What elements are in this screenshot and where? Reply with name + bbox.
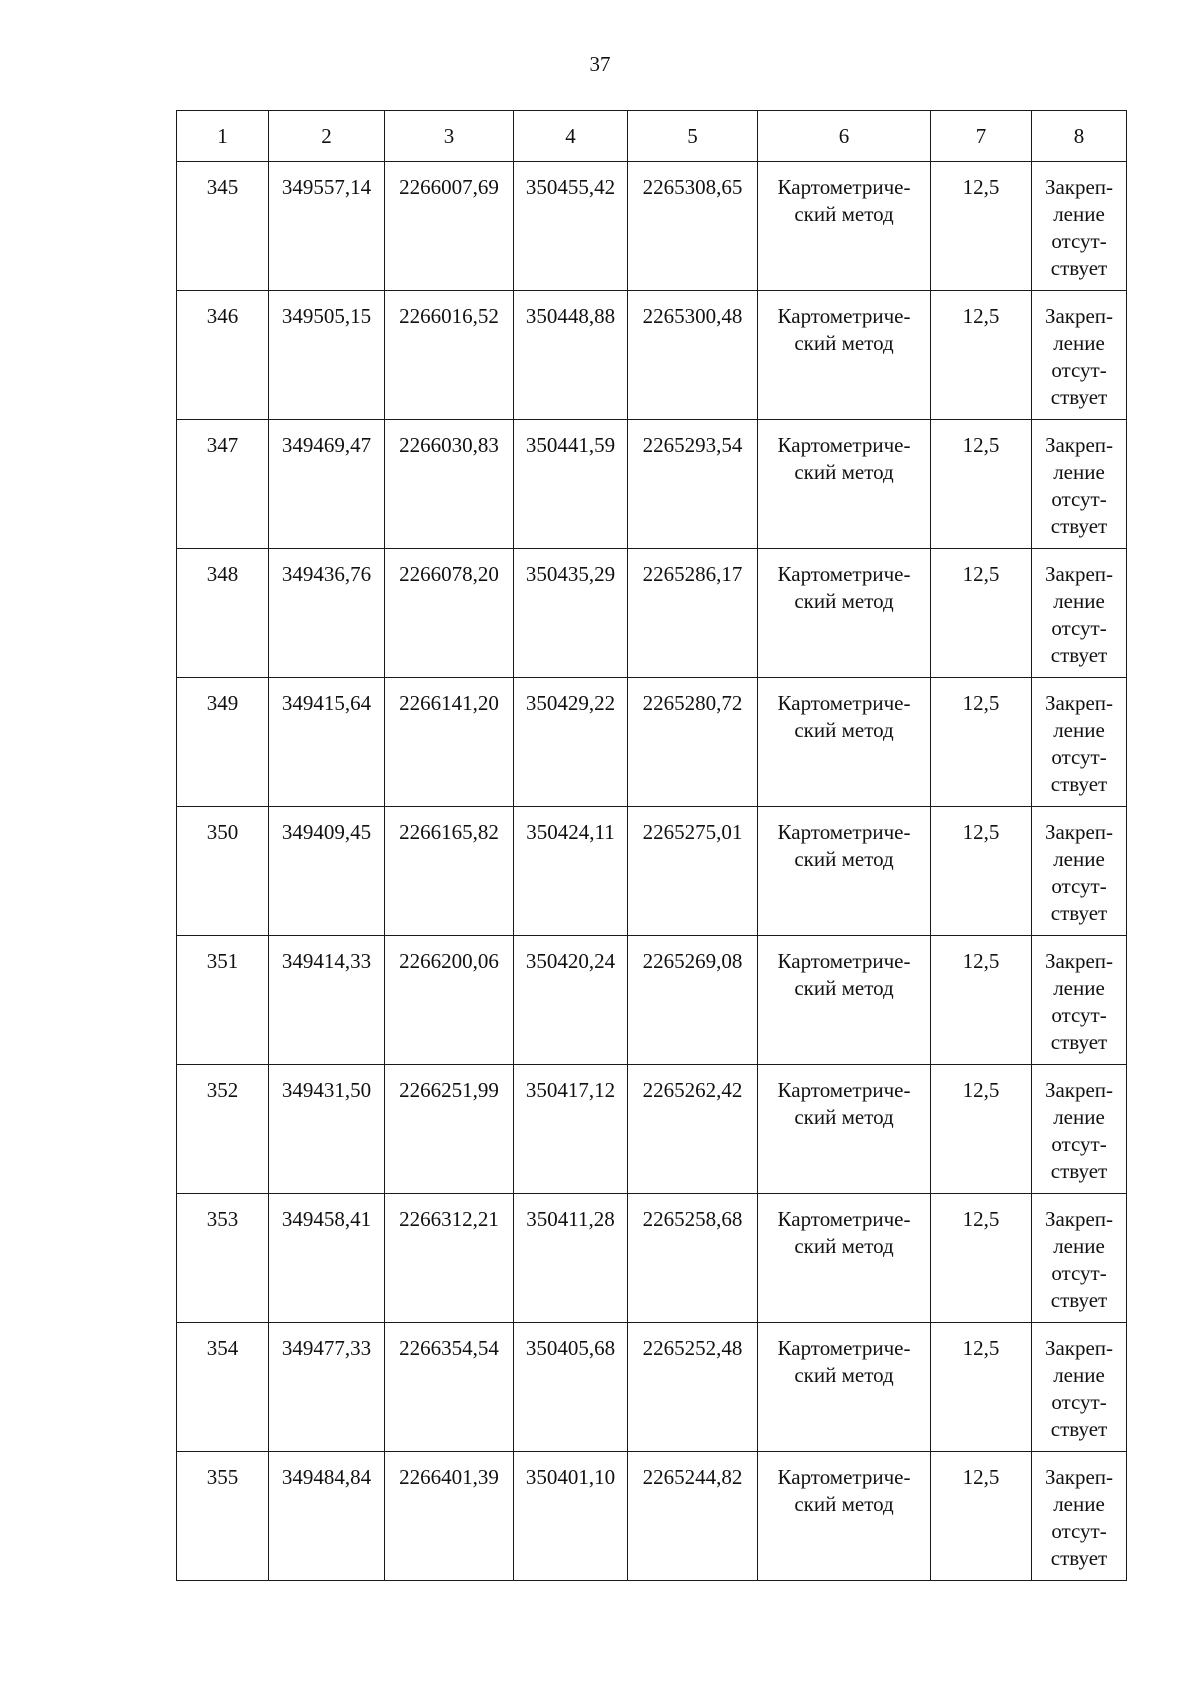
fixing-line: Закреп- (1044, 1207, 1114, 1231)
x1-cell: 349484,84 (269, 1452, 385, 1581)
method-line: ский метод (794, 589, 894, 613)
fixing-line: ствует (1050, 901, 1108, 925)
method-line: Картометриче- (777, 949, 911, 973)
fixing-line: ствует (1050, 1288, 1108, 1312)
x2-cell: 350441,59 (514, 420, 628, 549)
fixing-line: Закреп- (1044, 304, 1114, 328)
table-row (177, 1323, 1127, 1452)
column-header: 3 (385, 111, 514, 162)
table-row (177, 420, 1127, 549)
x2-cell: 350429,22 (514, 678, 628, 807)
method-line: ский метод (794, 460, 894, 484)
column-header: 7 (931, 111, 1032, 162)
fixing-line: ствует (1050, 772, 1108, 796)
method-cell (758, 1065, 931, 1194)
fixing-cell (1032, 807, 1127, 936)
table-row (177, 936, 1127, 1065)
method-cell (758, 807, 931, 936)
y1-cell: 2266165,82 (385, 807, 514, 936)
x2-cell: 350424,11 (514, 807, 628, 936)
method-line: Картометриче- (777, 175, 911, 199)
point-number-cell: 346 (177, 291, 269, 420)
y1-cell: 2266030,83 (385, 420, 514, 549)
x1-cell: 349458,41 (269, 1194, 385, 1323)
x2-cell: 350448,88 (514, 291, 628, 420)
fixing-line: Закреп- (1044, 175, 1114, 199)
method-cell (758, 420, 931, 549)
y2-cell: 2265308,65 (628, 162, 758, 291)
fixing-cell (1032, 420, 1127, 549)
accuracy-cell: 12,5 (931, 1194, 1032, 1323)
column-header: 8 (1032, 111, 1127, 162)
y1-cell: 2266007,69 (385, 162, 514, 291)
fixing-line: Закреп- (1044, 949, 1114, 973)
fixing-line: Закреп- (1044, 820, 1114, 844)
fixing-line: ление (1053, 460, 1105, 484)
method-line: Картометриче- (777, 433, 911, 457)
fixing-line: ление (1053, 1105, 1105, 1129)
point-number-cell: 348 (177, 549, 269, 678)
method-line: ский метод (794, 1492, 894, 1516)
column-header: 4 (514, 111, 628, 162)
page-number: 37 (589, 52, 611, 76)
method-cell (758, 1323, 931, 1452)
fixing-line: ление (1053, 718, 1105, 742)
y2-cell: 2265262,42 (628, 1065, 758, 1194)
fixing-cell (1032, 678, 1127, 807)
table-body (177, 162, 1127, 1581)
accuracy-cell: 12,5 (931, 1323, 1032, 1452)
y1-cell: 2266200,06 (385, 936, 514, 1065)
fixing-line: ление (1053, 976, 1105, 1000)
fixing-line: отсут- (1051, 745, 1107, 769)
column-header: 5 (628, 111, 758, 162)
method-line: ский метод (794, 718, 894, 742)
fixing-line: ление (1053, 202, 1105, 226)
method-line: ский метод (794, 1234, 894, 1258)
fixing-line: ление (1053, 1234, 1105, 1258)
x1-cell: 349469,47 (269, 420, 385, 549)
fixing-line: отсут- (1051, 229, 1107, 253)
fixing-line: ление (1053, 589, 1105, 613)
accuracy-cell: 12,5 (931, 1065, 1032, 1194)
method-line: Картометриче- (777, 691, 911, 715)
fixing-cell (1032, 162, 1127, 291)
method-cell (758, 162, 931, 291)
column-header: 1 (177, 111, 269, 162)
y1-cell: 2266078,20 (385, 549, 514, 678)
point-number-cell: 349 (177, 678, 269, 807)
fixing-line: отсут- (1051, 616, 1107, 640)
fixing-cell (1032, 1452, 1127, 1581)
x2-cell: 350420,24 (514, 936, 628, 1065)
fixing-cell (1032, 936, 1127, 1065)
method-cell (758, 549, 931, 678)
method-line: ский метод (794, 1363, 894, 1387)
method-line: Картометриче- (777, 820, 911, 844)
y1-cell: 2266401,39 (385, 1452, 514, 1581)
y2-cell: 2265258,68 (628, 1194, 758, 1323)
method-line: Картометриче- (777, 304, 911, 328)
fixing-line: ление (1053, 1363, 1105, 1387)
fixing-line: отсут- (1051, 1132, 1107, 1156)
x1-cell: 349415,64 (269, 678, 385, 807)
accuracy-cell: 12,5 (931, 549, 1032, 678)
fixing-line: отсут- (1051, 1003, 1107, 1027)
point-number-cell: 351 (177, 936, 269, 1065)
fixing-line: отсут- (1051, 874, 1107, 898)
method-line: ский метод (794, 202, 894, 226)
fixing-line: Закреп- (1044, 691, 1114, 715)
y1-cell: 2266312,21 (385, 1194, 514, 1323)
fixing-line: ствует (1050, 643, 1108, 667)
table-row (177, 1065, 1127, 1194)
x2-cell: 350435,29 (514, 549, 628, 678)
y2-cell: 2265286,17 (628, 549, 758, 678)
coordinates-table (176, 110, 1127, 1581)
fixing-line: ление (1053, 331, 1105, 355)
point-number-cell: 353 (177, 1194, 269, 1323)
fixing-line: ствует (1050, 1417, 1108, 1441)
table-row (177, 162, 1127, 291)
x1-cell: 349477,33 (269, 1323, 385, 1452)
point-number-cell: 354 (177, 1323, 269, 1452)
y1-cell: 2266141,20 (385, 678, 514, 807)
fixing-line: ствует (1050, 385, 1108, 409)
fixing-line: Закреп- (1044, 1465, 1114, 1489)
x2-cell: 350401,10 (514, 1452, 628, 1581)
y1-cell: 2266016,52 (385, 291, 514, 420)
column-header: 6 (758, 111, 931, 162)
fixing-line: отсут- (1051, 1261, 1107, 1285)
method-line: Картометриче- (777, 562, 911, 586)
accuracy-cell: 12,5 (931, 291, 1032, 420)
fixing-cell (1032, 1194, 1127, 1323)
y1-cell: 2266354,54 (385, 1323, 514, 1452)
fixing-line: отсут- (1051, 487, 1107, 511)
point-number-cell: 350 (177, 807, 269, 936)
table-row (177, 1452, 1127, 1581)
fixing-line: отсут- (1051, 1519, 1107, 1543)
fixing-line: ление (1053, 847, 1105, 871)
fixing-line: ствует (1050, 1159, 1108, 1183)
fixing-cell (1032, 1323, 1127, 1452)
table-row (177, 678, 1127, 807)
fixing-line: ствует (1050, 256, 1108, 280)
fixing-line: отсут- (1051, 358, 1107, 382)
fixing-line: ствует (1050, 1030, 1108, 1054)
fixing-cell (1032, 1065, 1127, 1194)
x1-cell: 349557,14 (269, 162, 385, 291)
column-header: 2 (269, 111, 385, 162)
point-number-cell: 347 (177, 420, 269, 549)
accuracy-cell: 12,5 (931, 678, 1032, 807)
table-row (177, 807, 1127, 936)
y2-cell: 2265293,54 (628, 420, 758, 549)
x1-cell: 349409,45 (269, 807, 385, 936)
method-line: Картометриче- (777, 1465, 911, 1489)
x1-cell: 349431,50 (269, 1065, 385, 1194)
y2-cell: 2265300,48 (628, 291, 758, 420)
y2-cell: 2265275,01 (628, 807, 758, 936)
x2-cell: 350417,12 (514, 1065, 628, 1194)
table-row (177, 1194, 1127, 1323)
x2-cell: 350455,42 (514, 162, 628, 291)
accuracy-cell: 12,5 (931, 936, 1032, 1065)
fixing-line: Закреп- (1044, 1078, 1114, 1102)
y2-cell: 2265244,82 (628, 1452, 758, 1581)
fixing-cell (1032, 291, 1127, 420)
x1-cell: 349505,15 (269, 291, 385, 420)
method-line: ский метод (794, 331, 894, 355)
point-number-cell: 355 (177, 1452, 269, 1581)
method-line: Картометриче- (777, 1078, 911, 1102)
fixing-line: Закреп- (1044, 433, 1114, 457)
accuracy-cell: 12,5 (931, 1452, 1032, 1581)
method-line: Картометриче- (777, 1207, 911, 1231)
method-cell (758, 1452, 931, 1581)
y1-cell: 2266251,99 (385, 1065, 514, 1194)
table-row (177, 291, 1127, 420)
method-cell (758, 1194, 931, 1323)
point-number-cell: 352 (177, 1065, 269, 1194)
accuracy-cell: 12,5 (931, 807, 1032, 936)
x2-cell: 350405,68 (514, 1323, 628, 1452)
method-line: ский метод (794, 976, 894, 1000)
fixing-line: Закреп- (1044, 1336, 1114, 1360)
x1-cell: 349436,76 (269, 549, 385, 678)
method-cell (758, 291, 931, 420)
fixing-line: Закреп- (1044, 562, 1114, 586)
table-row (177, 549, 1127, 678)
y2-cell: 2265269,08 (628, 936, 758, 1065)
method-line: ский метод (794, 847, 894, 871)
y2-cell: 2265280,72 (628, 678, 758, 807)
method-cell (758, 678, 931, 807)
table-header-row (177, 111, 1127, 162)
point-number-cell: 345 (177, 162, 269, 291)
accuracy-cell: 12,5 (931, 162, 1032, 291)
method-cell (758, 936, 931, 1065)
fixing-line: ствует (1050, 1546, 1108, 1570)
accuracy-cell: 12,5 (931, 420, 1032, 549)
method-line: Картометриче- (777, 1336, 911, 1360)
fixing-line: отсут- (1051, 1390, 1107, 1414)
y2-cell: 2265252,48 (628, 1323, 758, 1452)
x2-cell: 350411,28 (514, 1194, 628, 1323)
x1-cell: 349414,33 (269, 936, 385, 1065)
fixing-line: ствует (1050, 514, 1108, 538)
fixing-cell (1032, 549, 1127, 678)
fixing-line: ление (1053, 1492, 1105, 1516)
method-line: ский метод (794, 1105, 894, 1129)
